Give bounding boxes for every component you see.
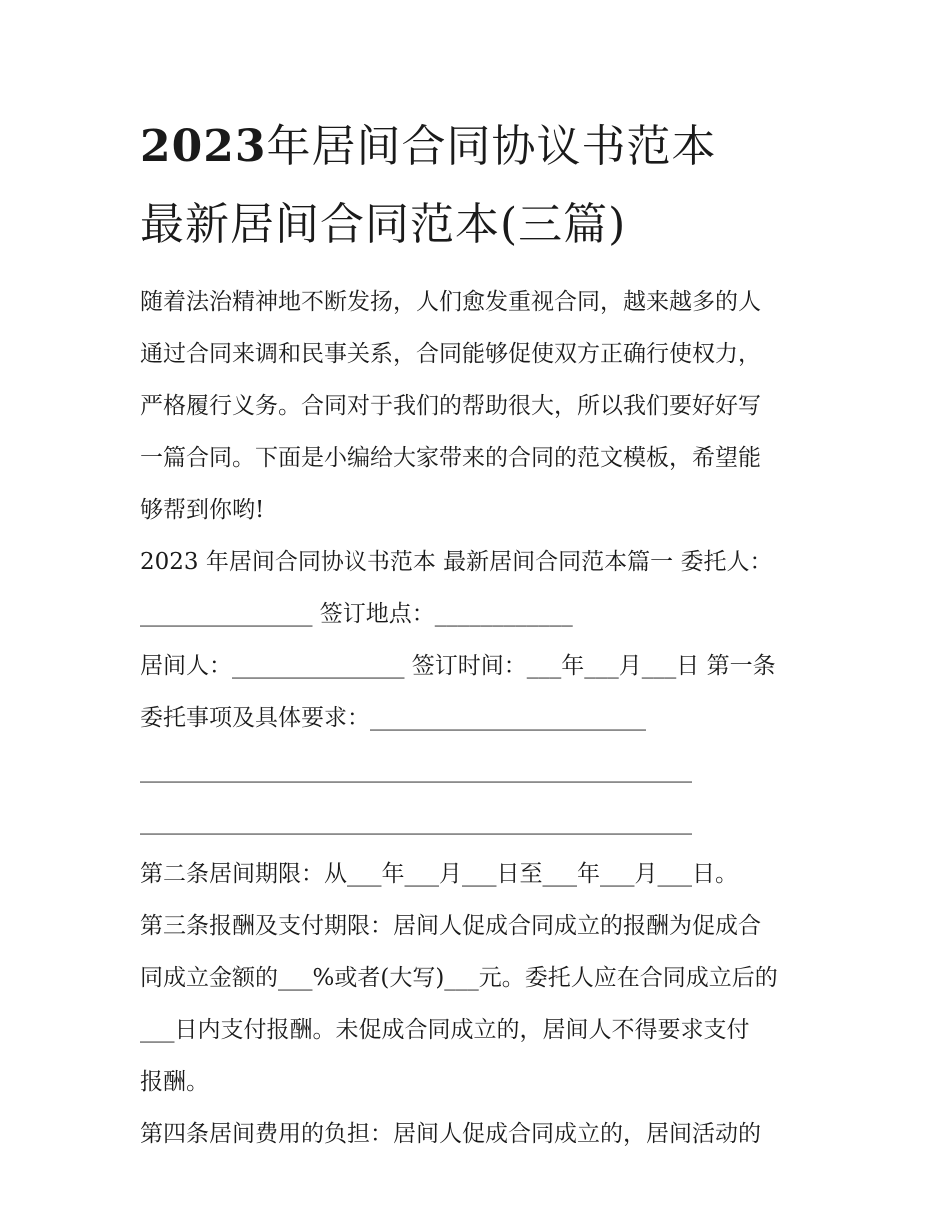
- title-line-1-text: 年居间合同协议书范本: [266, 121, 717, 172]
- text-line: 通过合同来调和民事关系，合同能够促使双方正确行使权力，: [140, 341, 761, 367]
- text-line: 第四条居间费用的负担：居间人促成合同成立的，居间活动的: [140, 1121, 761, 1147]
- text-line: 2023 年居间合同协议书范本 最新居间合同范本篇一 委托人：: [140, 549, 773, 575]
- text-line: 随着法治精神地不断发扬，人们愈发重视合同，越来越多的人: [140, 289, 761, 315]
- title-line-1: [140, 118, 820, 176]
- title-line-2: 最新居间合同范本(三篇): [140, 199, 627, 250]
- text-line: ___日内支付报酬。未促成合同成立的，居间人不得要求支付: [140, 1017, 750, 1043]
- text-line: 一篇合同。下面是小编给大家带来的合同的范文模板，希望能: [140, 445, 761, 471]
- article-2-paragraph: [140, 848, 820, 900]
- text-line: 第三条报酬及支付期限：居间人促成合同成立的报酬为促成合: [140, 913, 761, 939]
- document-title: [140, 118, 820, 254]
- blank-line: ________________________________________________: [140, 809, 692, 835]
- document-body: [140, 276, 820, 1160]
- article-4-paragraph: [140, 1108, 820, 1160]
- text-line: 同成立金额的___%或者(大写)___元。委托人应在合同成立后的: [140, 965, 778, 991]
- text-line: 够帮到你哟!: [140, 497, 265, 523]
- text-line: 报酬。: [140, 1069, 209, 1095]
- blank-line: ________________________________________________: [140, 757, 692, 783]
- text-line: _______________ 签订地点：____________: [140, 601, 573, 627]
- text-line: 居间人：_______________ 签订时间：___年___月___日 第一条: [140, 653, 776, 679]
- intro-paragraph: [140, 276, 820, 536]
- title-year: 2023: [140, 121, 267, 172]
- contract-header-paragraph: [140, 536, 820, 848]
- document-page: [140, 118, 820, 1160]
- text-line: 第二条居间期限：从___年___月___日至___年___月___日。: [140, 861, 738, 887]
- text-line: 严格履行义务。合同对于我们的帮助很大，所以我们要好好写: [140, 393, 761, 419]
- text-line: 委托事项及具体要求：________________________: [140, 705, 646, 731]
- article-3-paragraph: [140, 900, 820, 1108]
